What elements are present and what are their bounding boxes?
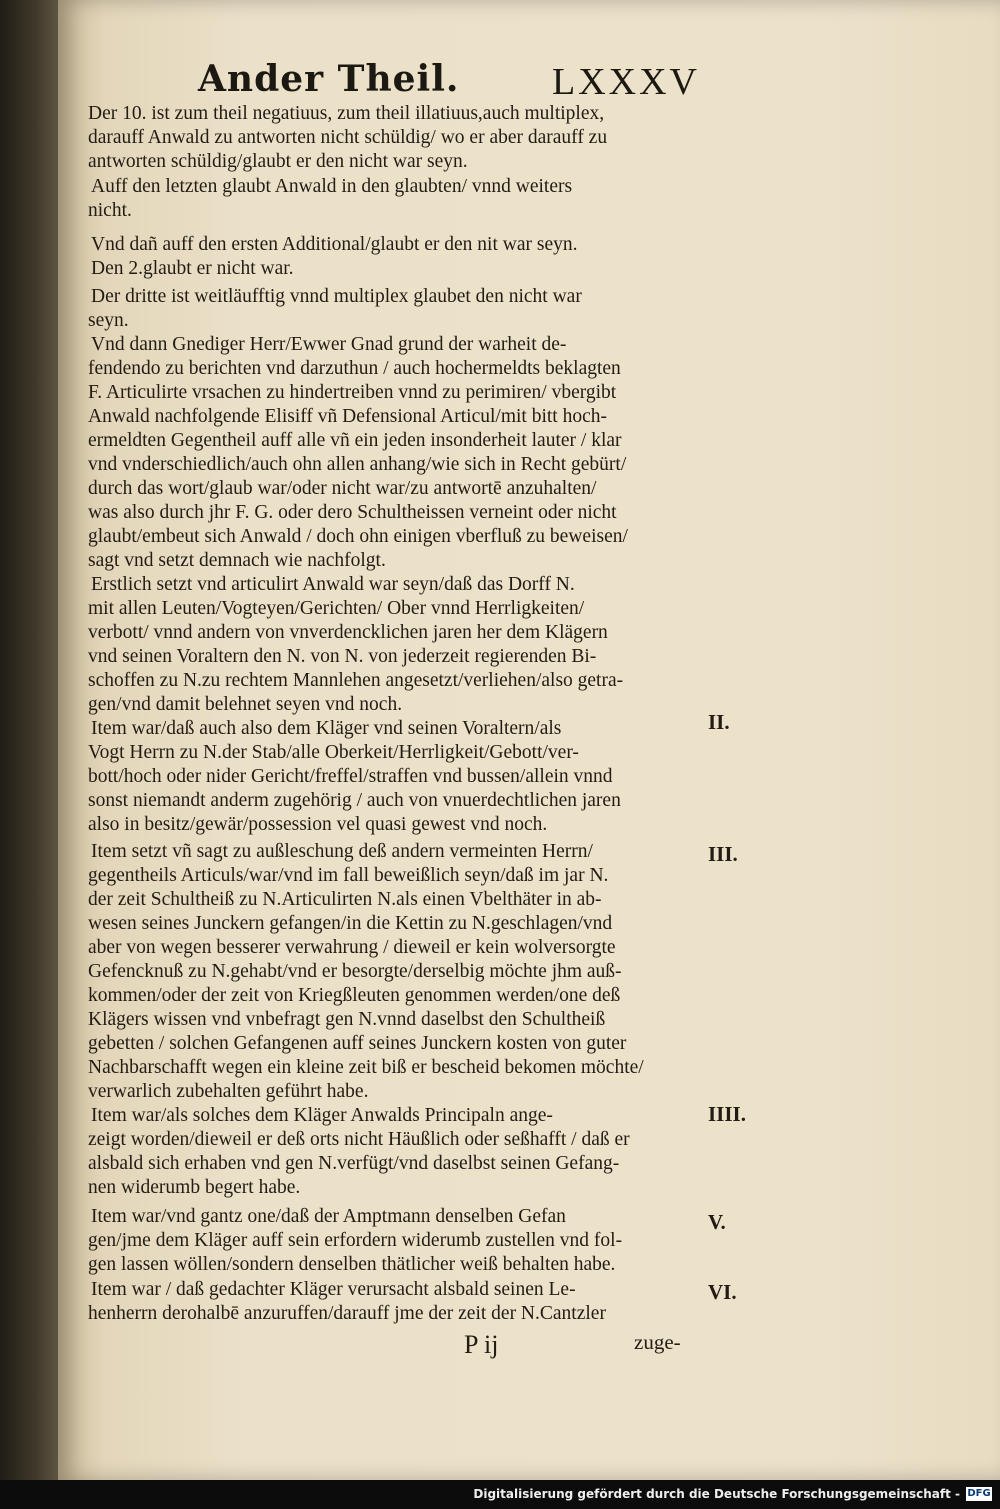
article-number-6: VI. [708, 1280, 737, 1304]
text-line: Der dritte ist weitläufftig vnnd multiplex glaubet den nicht war [91, 286, 582, 307]
text-line: kommen/oder der zeit von Kriegßleuten genommen werden/one deß [88, 985, 621, 1006]
article-number-3: III. [708, 842, 738, 866]
text-line: F. Articulirte vrsachen zu hindertreiben vnnd zu perimiren/ vbergibt [88, 382, 617, 403]
funding-notice: Digitalisierung gefördert durch die Deutsche Forschungsgemeinschaft - [473, 1487, 960, 1501]
text-line: Item war/daß auch also dem Kläger vnd seinen Voraltern/als [91, 718, 562, 739]
text-line: henherrn derohalbē anzuruffen/darauff jme der zeit der N.Cantzler [88, 1303, 606, 1324]
text-line: Vnd dann Gnediger Herr/Ewwer Gnad grund der warheit de- [91, 334, 567, 355]
text-line: alsbald sich erhaben vnd gen N.verfügt/vnd daselbst seinen Gefang- [88, 1153, 620, 1174]
text-line: schoffen zu N.zu rechtem Mannlehen angesetzt/verliehen/also getra- [88, 670, 624, 691]
text-line: seyn. [88, 310, 129, 331]
text-line: Der 10. ist zum theil negatiuus, zum theil illatiuus,auch multiplex, [88, 103, 605, 124]
text-line: Den 2.glaubt er nicht war. [91, 258, 294, 279]
text-line: was also durch jhr F. G. oder dero Schultheissen verneint oder nicht [88, 502, 617, 523]
text-line: Vogt Herrn zu N.der Stab/alle Oberkeit/Herrligkeit/Gebott/ver- [88, 742, 579, 763]
text-line: gen lassen wöllen/sondern denselben thätlicher weiß behalten habe. [88, 1254, 616, 1275]
text-line: sagt vnd setzt demnach wie nachfolgt. [88, 550, 386, 571]
text-line: antworten schüldig/glaubt er den nicht war seyn. [88, 151, 468, 172]
text-line: Item war/als solches dem Kläger Anwalds Principaln ange- [91, 1105, 553, 1126]
footer-bar [0, 1480, 1000, 1509]
text-line: bott/hoch oder nider Gericht/freffel/straffen vnd bussen/allein vnnd [88, 766, 613, 787]
text-line: zeigt worden/dieweil er deß orts nicht Häußlich oder seßhafft / daß er [88, 1129, 630, 1150]
text-line: verwarlich zubehalten geführt habe. [88, 1081, 369, 1102]
text-line: sonst niemandt anderm zugehörig / auch von vnuerdechtlichen jaren [88, 790, 621, 811]
folio-number: LXXXV [552, 61, 700, 103]
article-number-5: V. [708, 1210, 726, 1234]
text-line: Anwald nachfolgende Elisiff vñ Defensional Articul/mit bitt hoch- [88, 406, 607, 427]
signature-mark: P ij [464, 1330, 499, 1359]
article-number-2: II. [708, 710, 730, 734]
text-line: gegentheils Articuls/war/vnd im fall beweißlich seyn/daß im jar N. [88, 865, 609, 886]
text-line: Item setzt vñ sagt zu außleschung deß andern vermeinten Herrn/ [91, 841, 593, 862]
text-line: nicht. [88, 200, 132, 221]
text-line: Item war/vnd gantz one/daß der Amptmann denselben Gefan [91, 1206, 566, 1227]
text-line: wesen seines Junckern gefangen/in die Kettin zu N.geschlagen/vnd [88, 913, 613, 934]
text-line: vnd seinen Voraltern den N. von N. von jederzeit regierenden Bi- [88, 646, 597, 667]
text-line: Erstlich setzt vnd articulirt Anwald war seyn/daß das Dorff N. [91, 574, 575, 595]
text-line: Auff den letzten glaubt Anwald in den glaubten/ vnnd weiters [91, 176, 573, 197]
text-line: nen widerumb begert habe. [88, 1177, 301, 1198]
text-line: gen/vnd damit belehnet seyen vnd noch. [88, 694, 403, 715]
text-line: durch das wort/glaub war/oder nicht war/zu antwortē anzuhalten/ [88, 478, 597, 499]
text-line: mit allen Leuten/Vogteyen/Gerichten/ Ober vnnd Herrligkeiten/ [88, 598, 585, 619]
catchword: zuge- [634, 1330, 681, 1354]
text-line: glaubt/embeut sich Anwald / doch ohn einigen vberfluß zu beweisen/ [88, 526, 628, 547]
text-line: gebetten / solchen Gefangenen auff seines Junckern kosten von guter [88, 1033, 627, 1054]
text-line: also in besitz/gewär/possession vel quasi gewest vnd noch. [88, 814, 548, 835]
text-line: Vnd dañ auff den ersten Additional/glaubt er den nit war seyn. [91, 234, 578, 255]
text-line: vnd vnderschiedlich/auch ohn allen anhang/wie sich in Recht gebürt/ [88, 454, 627, 475]
book-gutter [0, 0, 58, 1480]
text-line: aber von wegen besserer verwahrung / dieweil er kein wolversorgte [88, 937, 616, 958]
text-line: Item war / daß gedachter Kläger verursacht alsbald seinen Le- [91, 1279, 576, 1300]
text-line: verbott/ vnnd andern von vnverdencklichen jaren her dem Klägern [88, 622, 608, 643]
text-line: darauff Anwald zu antworten nicht schüldig/ wo er aber darauff zu [88, 127, 608, 148]
article-number-4: IIII. [708, 1102, 746, 1126]
text-line: fendendo zu berichten vnd darzuthun / auch hochermeldts beklagten [88, 358, 621, 379]
text-line: Nachbarschafft wegen ein kleine zeit biß er bescheid bekomen möchte/ [88, 1057, 644, 1078]
running-head-title: Ander Theil. [198, 58, 460, 100]
dfg-logo: DFG [967, 1488, 991, 1499]
text-line: gen/jme dem Kläger auff sein erfordern widerumb zustellen vnd fol- [88, 1230, 623, 1251]
text-line: ermeldten Gegentheil auff alle vñ ein jeden insonderheit lauter / klar [88, 430, 622, 451]
text-line: Gefencknuß zu N.gehabt/vnd er besorgte/derselbig möchte jhm auß- [88, 961, 622, 982]
text-line: der zeit Schultheiß zu N.Articulirten N.als einen Vbelthäter in ab- [88, 889, 602, 910]
text-line: Klägers wissen vnd vnbefragt gen N.vnnd daselbst den Schultheiß [88, 1009, 606, 1030]
